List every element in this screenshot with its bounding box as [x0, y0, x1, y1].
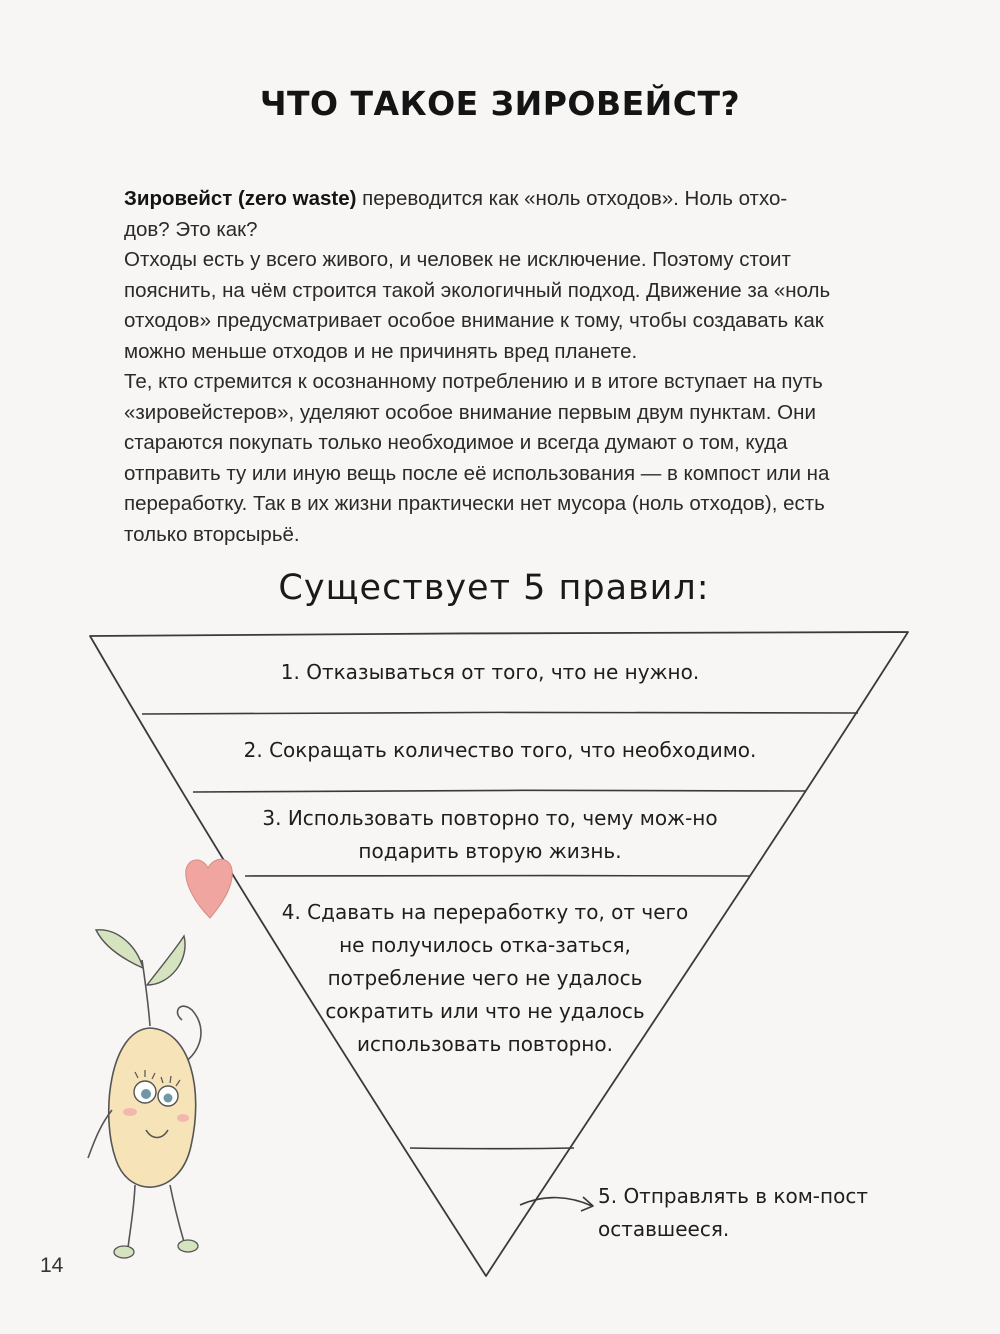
rule-5: 5. Отправлять в ком-пост оставшееся. [598, 1184, 868, 1241]
term-bold: Зировейст (zero waste) [124, 187, 357, 210]
seed-mascot-icon [88, 930, 201, 1258]
paragraph-3: Те, кто стремится к осознанному потреблению и в итоге вступает на путь «зировейстеров», уделяют особое внимание первым двум пунктам. Они стараются покупать только необходимое и всегда думают о том, куда отправить ту или иную вещь после её использования — в компост или на переработку. Так в их жизни практически нет мусора (ноль отходов), есть только вторсырьё. [124, 370, 830, 546]
rule-3: 3. Использовать повторно то, чему мож-но подарить вторую жизнь. [262, 806, 718, 863]
rule-4: 4. Сдавать на переработку то, от чего не получилось отка-заться, потребление чего не удалось сократить или что не удалось использовать повторно. [281, 900, 689, 1056]
pyramid-divider-4 [410, 1148, 574, 1149]
page-title: ЧТО ТАКОЕ ЗИРОВЕЙСТ? [259, 84, 741, 123]
page-number: 14 [40, 1254, 64, 1277]
rules-heading: Существует 5 правил: [278, 568, 710, 608]
heart-icon [186, 859, 232, 918]
pyramid-divider-2 [193, 790, 806, 792]
intro-line1: переводится как «ноль отходов». Ноль отхо- [356, 187, 788, 210]
rule-1: 1. Отказываться от того, что не нужно. [280, 660, 700, 684]
rule-2: 2. Сокращать количество того, что необходимо. [243, 738, 757, 762]
intro-line2: дов? Это как? [124, 217, 258, 241]
paragraph-2: Отходы есть у всего живого, и человек не исключение. Поэтому стоит пояснить, на чём строится такой экологичный подход. Движение за «ноль отходов» предусматривает особое внимание к тому, чтобы создавать как можно меньше отходов и не причинять вред планете. [124, 248, 831, 363]
pyramid-divider-1 [142, 712, 858, 714]
